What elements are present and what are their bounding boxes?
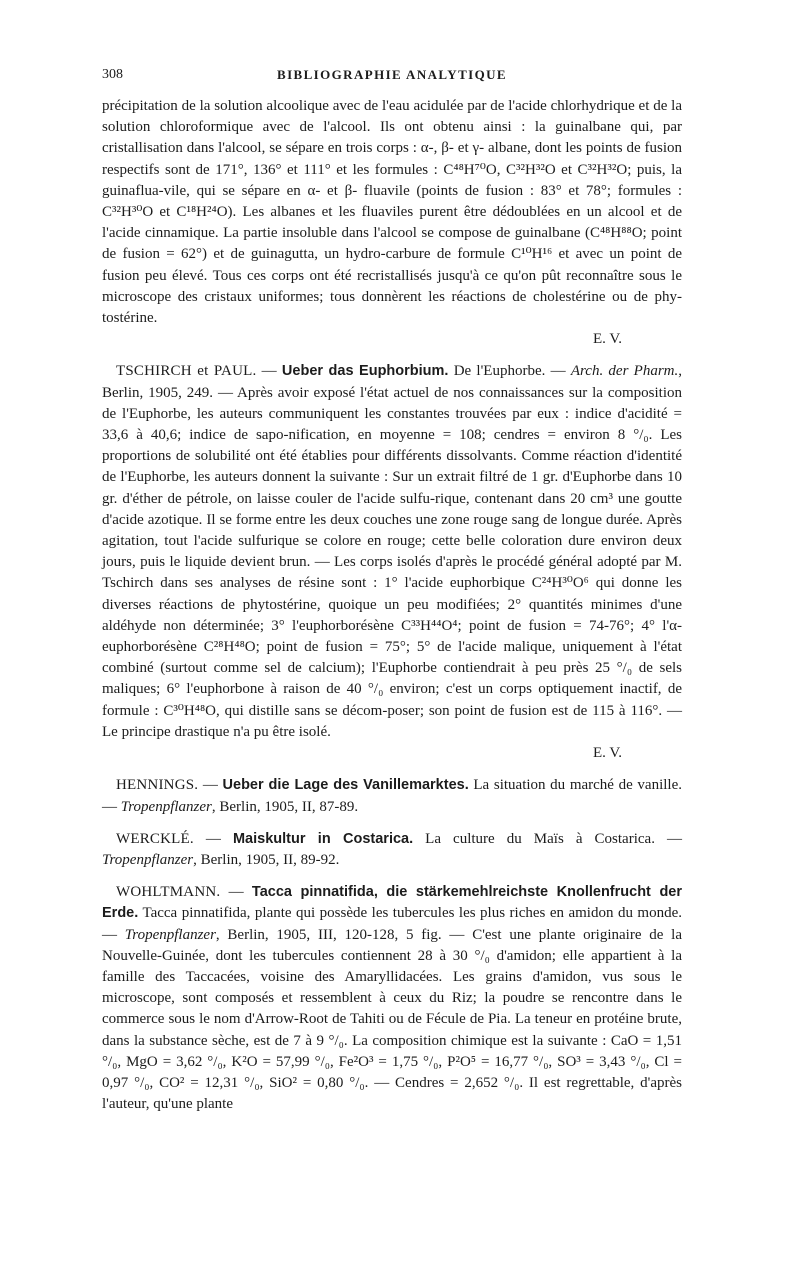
entry-author: WERCKLÉ. (116, 830, 194, 847)
entry-tschirch: TSCHIRCH et PAUL. — Ueber das Euphorbium. De l'Euphorbe. — Arch. der Pharm., Berlin, 1905, 249. — Après avoir exposé l'état actuel de nos connaissances sur la composition de l'Euphorbe, les auteurs communiquent les constantes trouvées par eux : indice d'acidité = 33,6 à 40,6; indice de sapo-nification, en moyenne = 108; cendres = environ 8 °/₀. Les proportions de solubilité ont été établies pour différents dissolvants. Comme réaction d'identité de l'Euphorbe, les auteurs donnent la suivante : Sur un extrait filtré de 1 gr. d'Euphorbe dans 10 gr. d'éther de pétrole, on laisse couler de l'acide sulfu-rique, contenant dans 20 cm³ une goutte d'acide azotique. Il se forme entre les deux couches une zone rouge sang de longue durée. Après agitation, tout l'acide sulfurique se colore en rouge; cette belle coloration dure environ deux jours, puis le liquide devient brun. — Les corps isolés d'après le procédé général adopté par M. Tschirch dans ses analyses de résine sont : 1° l'acide euphorbique C²⁴H³⁰O⁶ qui donne les diverses réactions de phytostérine, quoique un peu modifiées; 2° quantités minimes d'une aldéhyde non déterminée; 3° l'euphorborésène C³³H⁴⁴O⁴; point de fusion = 74-76°; 4° l'α-euphorborésène C²⁸H⁴⁸O; point de fusion = 75°; 5° de l'acide malique, uniquement à l'état combiné (surtout comme sel de calcium); l'Euphorbe contiendrait à peu près 25 °/₀ de sels maliques; 6° l'euphorbone à raison de 40 °/₀ environ; c'est un corps optiquement inactif, de formule : C³⁰H⁴⁸O, qui distille sans se décom-poser; son point de fusion est de 115 à 116°. — Le principe drastique n'a pu être isolé. (102, 363, 682, 740)
signature: E. V. (592, 745, 622, 762)
entry-hennings: HENNINGS. — Ueber die Lage des Vanillemarktes. La situation du marché de vanille. — Tropenpflanzer, Berlin, 1905, II, 87-89. (102, 777, 682, 815)
signature: E. V. (592, 331, 622, 348)
entry-title: Maiskultur in Costarica. (232, 830, 414, 847)
entry-journal: Tropenpflanzer (120, 798, 212, 815)
entry-journal: Tropenpflanzer (124, 926, 216, 943)
page-number: 308 (102, 67, 123, 82)
entry-wohltmann: WOHLTMANN. — Tacca pinnatifida, die stärkemehlreichste Knollenfrucht der Erde. Tacca pinnatifida, plante qui possède les tubercules les plus riches en amidon du monde.— Tropenpflanzer, Berlin, 1905, III, 120-128, 5 fig. — C'est une plante originaire de la Nouvelle-Guinée, dont les tubercules contiennent 28 à 30 °/₀ d'amidon; elle appartient à la famille des Taccacées, voisine des Amaryllidacées. Les grains d'amidon, vus sous le microscope, sont composés et ressemblent à ceux du Riz; la poudre se rencontre dans le commerce sous le nom d'Arrow-Root de Tahiti ou de Fécule de Pia. La teneur en protéine brute, dans la substance sèche, est de 7 à 9 °/₀. La composition chimique est la suivante : CaO = 1,51 °/₀, MgO = 3,62 °/₀, K²O = 57,99 °/₀, Fe²O³ = 1,75 °/₀, P²O⁵ = 16,77 °/₀, SO³ = 3,43 °/₀, Cl = 0,97 °/₀, CO² = 12,31 °/₀, SiO² = 0,80 °/₀. — Cendres = 2,652 °/₀. Il est regrettable, d'après l'auteur, qu'une plante (102, 884, 683, 1113)
entry-summary: De l'Euphorbe. — (448, 363, 571, 380)
entry-text: , Berlin, 1905, III, 120-128, 5 fig. — C'est une plante originaire de la Nouvelle-Guinée, dont les tubercules contiennent 28 à 30 °/₀ d'amidon; elle appartient à la famille des Taccacées, voisine des Amaryllidacées. Les grains d'amidon, vus sous le microscope, sont composés et ressemblent à ceux du Riz; la poudre se rencontre dans le commerce sous le nom d'Arrow-Root de Tahiti ou de Fécule de Pia. La teneur en protéine brute, dans la substance sèche, est de 7 à 9 °/₀. La composition chimique est la suivante : CaO = 1,51 °/₀, MgO = 3,62 °/₀, K²O = 57,99 °/₀, Fe²O³ = 1,75 °/₀, P²O⁵ = 16,77 °/₀, SO³ = 3,43 °/₀, Cl = 0,97 °/₀, CO² = 12,31 °/₀, SiO² = 0,80 °/₀. — Cendres = 2,652 °/₀. Il est regrettable, d'après l'auteur, qu'une plante (102, 926, 683, 1113)
entry-werckle: WERCKLÉ. — Maiskultur in Costarica. La culture du Maïs à Costarica. — Tropenpflanzer, Berlin, 1905, II, 89-92. (102, 830, 682, 868)
entry-text: , Berlin, 1905, II, 87-89. (211, 798, 359, 815)
page-header (102, 58, 682, 82)
entry-summary: Tacca pinnatifida, plante qui possède les tubercules les plus riches en amidon du monde.— (102, 905, 682, 943)
entry-summary: La culture du Maïs à Costarica. — (413, 830, 682, 847)
entry-author: TSCHIRCH et PAUL. (116, 363, 257, 380)
running-title: BIBLIOGRAPHIE ANALYTIQUE (277, 67, 507, 82)
page (102, 58, 682, 1115)
entry-author: WOHLTMANN. (116, 884, 221, 901)
entry-text: , Berlin, 1905, 249. — Après avoir exposé l'état actuel de nos connaissances sur la composition de l'Euphorbe, les auteurs communiquent les constantes trouvées par eux : indice d'acidité = 33,6 à 40,6; indice de sapo-nification, en moyenne = 108; cendres = environ 8 °/₀. Les proportions de solubilité ont été établies pour différents dissolvants. Comme réaction d'identité de l'Euphorbe, les auteurs donnent la suivante : Sur un extrait filtré de 1 gr. d'Euphorbe dans 10 gr. d'éther de pétrole, on laisse couler de l'acide sulfu-rique, contenant dans 20 cm³ une goutte d'acide azotique. Il se forme entre les deux couches une zone rouge sang de longue durée. Après agitation, tout l'acide sulfurique se colore en rouge; cette belle coloration dure environ deux jours, puis le liquide devient brun. — Les corps isolés d'après le procédé général adopté par M. Tschirch dans ses analyses de résine sont : 1° l'acide euphorbique C²⁴H³⁰O⁶ qui donne les diverses réactions de phytostérine, quoique un peu modifiées; 2° quantités minimes d'une aldéhyde non déterminée; 3° l'euphorborésène C³³H⁴⁴O⁴; point de fusion = 74-76°; 4° l'α-euphorborésène C²⁸H⁴⁸O; point de fusion = 75°; 5° de l'acide malique, uniquement à l'état combiné (surtout comme sel de calcium); l'Euphorbe contiendrait à peu près 25 °/₀ de sels maliques; 6° l'euphorbone à raison de 40 °/₀ environ; c'est un corps optiquement inactif, de formule : C³⁰H⁴⁸O, qui distille sans se décom-poser; son point de fusion est de 115 à 116°. — Le principe drastique n'a pu être isolé. (102, 363, 682, 740)
entry-summary: La situation du marché de vanille. — (102, 777, 682, 815)
entry-journal: Tropenpflanzer (102, 851, 194, 868)
entry-author: HENNINGS. (116, 777, 199, 794)
entry-journal: Arch. der Pharm. (570, 363, 679, 380)
entry-text: , Berlin, 1905, II, 89-92. (193, 851, 340, 868)
entry-title: Tacca pinnatifida, die stärkemehlreichste Knollenfrucht der Erde. (102, 884, 683, 922)
entry-title: Ueber das Euphorbium. (281, 363, 449, 380)
entry-title: Ueber die Lage des Vanillemarktes. (222, 777, 469, 794)
continuation-paragraph: précipitation de la solution alcoolique avec de l'eau acidulée par de l'acide chlorhydrique et de la solution chloroformique avec de l'alcool. Ils ont obtenu ainsi : la guinalbane qui, par cristallisation dans l'alcool, se sépare en trois corps : α-, β- et γ- albane, dont les points de fusion respectifs sont de 171°, 136° et 111° et les formules : C⁴⁸H⁷⁰O, C³²H³²O et C³²H³²O; puis, la guinaflua-vile, qui se sépare en α- et β- fluavile (points de fusion : 83° et 78°; formules : C³²H³⁰O et C¹⁸H²⁴O). Les albanes et les fluaviles purent être dédoublées en un alcool et de l'acide cinnamique. La partie insoluble dans l'alcool se compose de guinalbane (C⁴⁸H⁸⁸O; point de fusion = 62°) et de guinagutta, un hydro-carbure de formule C¹⁰H¹⁶ et avec un point de fusion peu élevé. Tous ces corps ont été recristallisés jusqu'à ce qu'on pût reconnaître sous le microscope des cristaux uniformes; tous donnèrent les réactions de cholestérine ou de phy-tostérine. (102, 98, 682, 327)
